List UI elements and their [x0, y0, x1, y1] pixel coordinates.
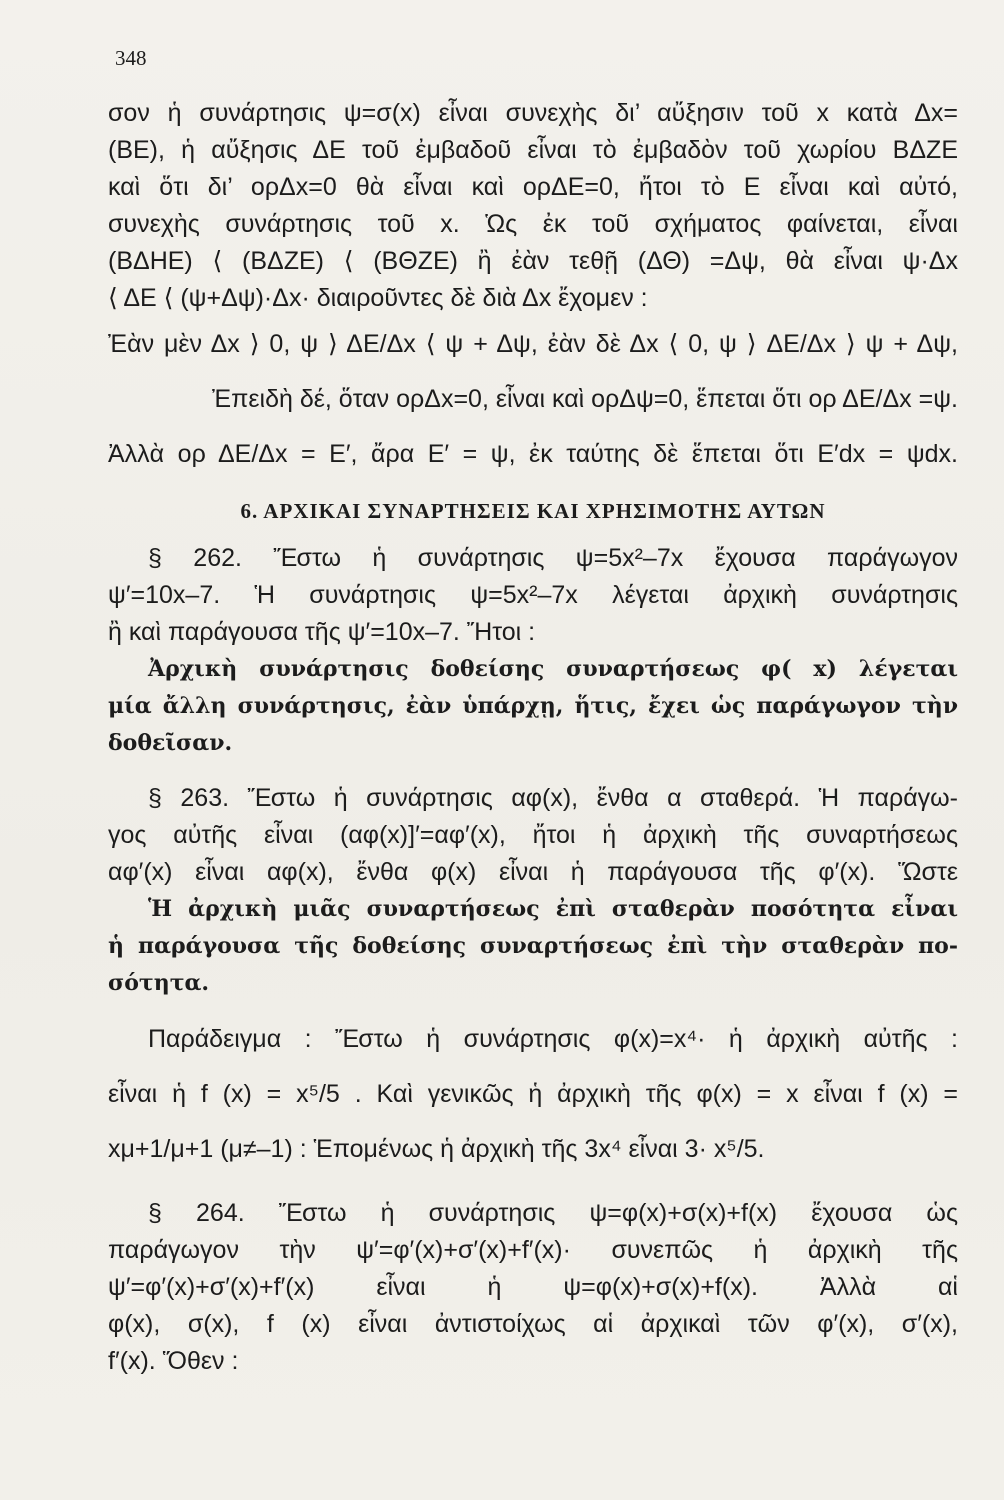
rule-line: ἡ παράγουσα τῆς δοθείσης συναρτήσεως ἐπὶ τὴν σταθερὰν πο-	[108, 933, 958, 959]
inequality-formula: Ἐὰν μὲν Δx ⟩ 0, ψ ⟩ ΔΕ/Δx ⟨ ψ + Δψ, ἐὰν δὲ Δx ⟨ 0, ψ ⟩ ΔΕ/Δx ⟩ ψ + Δψ,	[108, 330, 958, 358]
rule-line: σότητα.	[108, 970, 210, 996]
definition-line: μία ἄλλη συνάρτησις, ἐὰν ὑπάρχῃ, ἥτις, ἔχει ὡς παράγωγον τὴν	[108, 693, 958, 719]
section-heading: 6. ΑΡΧΙΚΑΙ ΣΥΝΑΡΤΗΣΕΙΣ ΚΑΙ ΧΡΗΣΙΜΟΤΗΣ ΑΥΤΩΝ	[240, 499, 826, 523]
paragraph-line: καὶ ὅτι δι’ ορΔx=0 θὰ εἶναι καὶ ορΔΕ=0, ἤτοι τὸ Ε εἶναι καὶ αὐτό,	[108, 173, 958, 201]
paragraph-line: σον ἡ συνάρτησις ψ=σ(x) εἶναι συνεχὴς δι’ αὔξησιν τοῦ x κατὰ Δx=	[108, 99, 958, 127]
definition-line: δοθεῖσαν.	[108, 730, 233, 756]
section-263-line: γος αὐτῆς εἶναι (αφ(x)]′=αφ′(x), ἤτοι ἡ ἀρχικὴ τῆς συναρτήσεως	[108, 821, 958, 849]
definition-line: Ἀρχικὴ συνάρτησις δοθείσης συναρτήσεως φ( x) λέγεται	[148, 656, 958, 682]
example-line: εἶναι ἡ f (x) = x⁵/5 . Καὶ γενικῶς ἡ ἀρχικὴ τῆς φ(x) = x εἶναι f (x) =	[108, 1080, 958, 1108]
section-262-line: § 262. Ἔστω ἡ συνάρτησις ψ=5x²–7x ἔχουσα παράγωγον	[148, 544, 958, 572]
section-263-line: § 263. Ἔστω ἡ συνάρτησις αφ(x), ἔνθα α σταθερά. Ἡ παράγω-	[148, 784, 958, 812]
example-line: xμ+1/μ+1 (μ≠–1) : Ἑπομένως ἡ ἀρχικὴ τῆς 3x⁴ εἶναι 3· x⁵/5.	[108, 1135, 765, 1163]
page-number: 348	[115, 46, 147, 70]
derivative-formula: Ἀλλὰ ορ ΔΕ/Δx = Ε′, ἄρα Ε′ = ψ, ἐκ ταύτης δὲ ἕπεται ὅτι Ε′dx = ψdx.	[108, 440, 958, 468]
paragraph-line: συνεχὴς συνάρτησις τοῦ x. Ὡς ἐκ τοῦ σχήματος φαίνεται, εἶναι	[108, 210, 958, 238]
section-263-line: αφ′(x) εἶναι αφ(x), ἔνθα φ(x) εἶναι ἡ παράγουσα τῆς φ′(x). Ὥστε	[108, 858, 958, 886]
section-262-line: ἢ καὶ παράγουσα τῆς ψ′=10x–7. Ἤτοι :	[108, 618, 536, 646]
paragraph-line: (ΒΕ), ἡ αὔξησις ΔΕ τοῦ ἐμβαδοῦ εἶναι τὸ ἐμβαδὸν τοῦ χωρίου ΒΔΖΕ	[108, 136, 958, 164]
example-line: Παράδειγμα : Ἔστω ἡ συνάρτησις φ(x)=x⁴· ἡ ἀρχικὴ αὐτῆς :	[148, 1025, 958, 1053]
section-264-line: f′(x). Ὅθεν :	[108, 1347, 239, 1375]
section-264-line: ψ′=φ′(x)+σ′(x)+f′(x) εἶναι ἡ ψ=φ(x)+σ(x)+f(x). Ἀλλὰ αἱ	[108, 1273, 958, 1301]
paragraph-line: (ΒΔΗΕ) ⟨ (ΒΔΖΕ) ⟨ (ΒΘΖΕ) ἢ ἐὰν τεθῇ (ΔΘ) =Δψ, θὰ εἶναι ψ·Δx	[108, 247, 958, 275]
paragraph-line: ⟨ ΔΕ ⟨ (ψ+Δψ)·Δx· διαιροῦντες δὲ διὰ Δx ἔχομεν :	[108, 284, 648, 312]
section-264-line: παράγωγον τὴν ψ′=φ′(x)+σ′(x)+f′(x)· συνεπῶς ἡ ἀρχικὴ τῆς	[108, 1236, 958, 1264]
section-264-line: § 264. Ἔστω ἡ συνάρτησις ψ=φ(x)+σ(x)+f(x) ἔχουσα ὡς	[148, 1199, 958, 1227]
rule-line: Ἡ ἀρχικὴ μιᾶς συναρτήσεως ἐπὶ σταθερὰν ποσότητα εἶναι	[148, 896, 958, 922]
page-body	[108, 95, 958, 1380]
limit-formula: Ἐπειδὴ δέ, ὅταν ορΔx=0, εἶναι καὶ ορΔψ=0, ἕπεται ὅτι ορ ΔΕ/Δx =ψ.	[212, 385, 958, 413]
section-264-line: φ(x), σ(x), f (x) εἶναι ἀντιστοίχως αἱ ἀρχικαὶ τῶν φ′(x), σ′(x),	[108, 1310, 958, 1338]
section-262-line: ψ′=10x–7. Ἡ συνάρτησις ψ=5x²–7x λέγεται ἀρχικὴ συνάρτησις	[108, 581, 958, 609]
